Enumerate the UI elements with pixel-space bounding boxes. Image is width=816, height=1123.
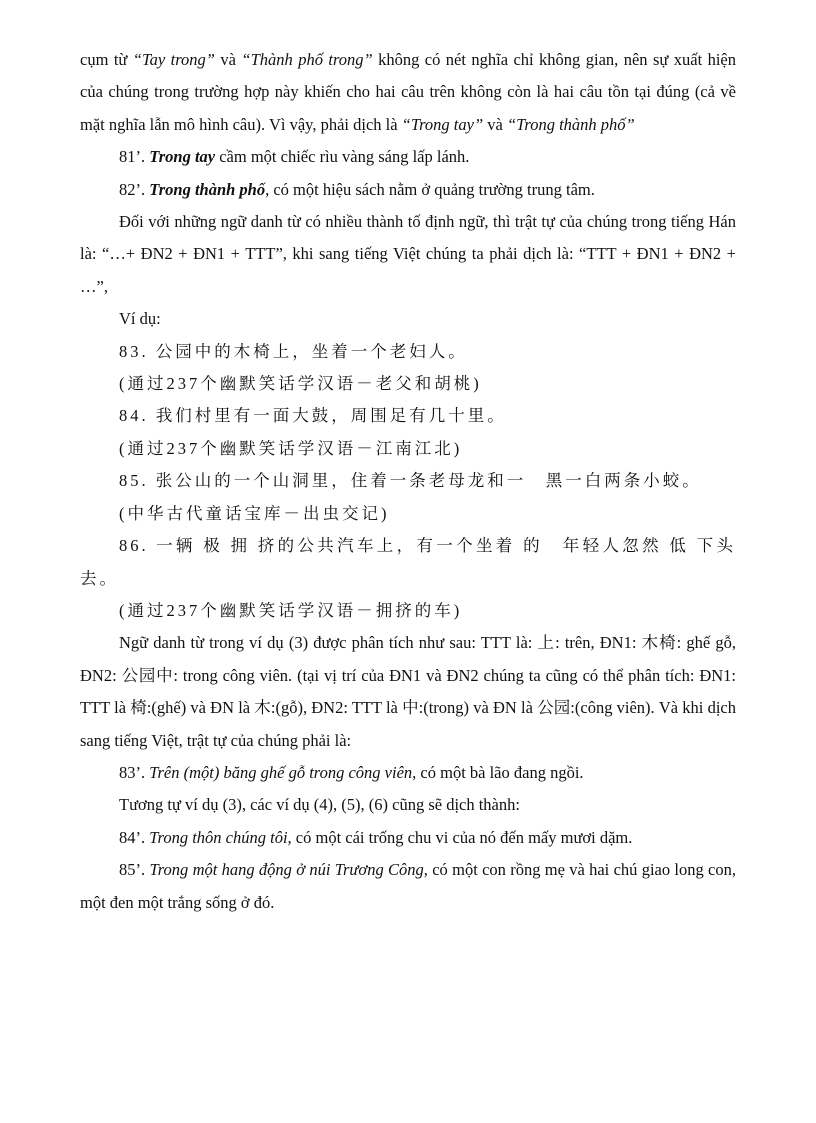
text-run: 81’. [119, 147, 150, 167]
bold-italic-text: Trong tay [149, 147, 216, 167]
paragraph [80, 498, 736, 530]
paragraph [80, 433, 736, 465]
text-run: (通过237个幽默笑话学汉语－江南江北) [119, 438, 463, 458]
paragraph [80, 465, 736, 497]
text-run: 85’. [119, 860, 150, 880]
paragraph [80, 854, 736, 919]
italic-text: “Trong tay” [401, 114, 484, 134]
italic-text: Trong thôn chúng tôi, [149, 827, 292, 847]
paragraph [80, 303, 736, 335]
text-run: 84. 我们村里有一面大鼓，周围足有几十里。 [119, 406, 507, 426]
text-run: có một cái trống chu vi của nó đến mấy mươi dặm. [291, 827, 633, 847]
text-run: 85. 张公山的一个山洞里，住着一条老母龙和一 黑一白两条小蛟。 [119, 471, 702, 491]
text-run: Ví dụ: [119, 309, 161, 329]
paragraph [80, 757, 736, 789]
paragraph [80, 530, 736, 595]
paragraph [80, 141, 736, 173]
paragraph [80, 336, 736, 368]
text-run: cụm từ [80, 50, 133, 69]
text-run: 83. 公园中的木椅上，坐着一个老妇人。 [119, 341, 468, 361]
paragraph [80, 174, 736, 206]
italic-text: Trong một hang động ở núi Trương Công [149, 860, 424, 880]
text-run: 86. 一辆 极 拥 挤的公共汽车上，有一个坐着 的 年轻人忽然 低 下头去。 [80, 536, 736, 588]
text-run: và [214, 50, 242, 69]
text-run: không có nét nghĩa chỉ không gian, nên sự xuất hiện của chúng trong trường hợp này khiến cho hai câu trên không còn là hai câu tồn tại đúng (cả về mặt nghĩa lẫn mô hình câu). Vì vậy, phải dịch là [80, 50, 736, 134]
paragraph [80, 789, 736, 821]
text-run: (中华古代童话宝库－出虫交记) [119, 503, 390, 523]
italic-text: Trên (một) băng ghế gỗ trong công viên [149, 762, 413, 782]
italic-text: “Tay trong” [132, 50, 215, 69]
text-run: và [483, 114, 507, 134]
text-run: Ngữ danh từ trong ví dụ (3) được phân tích như sau: TTT là: 上: trên, ĐN1: 木椅: ghế gỗ, ĐN2: 公园中: trong công viên. (tại vị trí của ĐN1 và ĐN2 chúng ta cũng có thể phân tích: ĐN1: TTT là 椅:(ghế) và ĐN là 木:(gỗ), ĐN2: TTT là 中:(trong) và ĐN là 公园:(công viên). Và khi dịch sang tiếng Việt, trật tự của chúng phải là: [80, 633, 736, 750]
text-run: 83’. [119, 762, 150, 782]
text-run: (通过237个幽默笑话学汉语－老父和胡桃) [119, 374, 482, 394]
document-page [80, 44, 736, 919]
italic-text: “Trong thành phố” [506, 114, 635, 134]
italic-text: “Thành phố trong” [241, 50, 373, 69]
text-run: 82’. [119, 179, 150, 199]
text-run: 84’. [119, 827, 150, 847]
paragraph [80, 595, 736, 627]
paragraph [80, 822, 736, 854]
paragraph [80, 627, 736, 757]
paragraph [80, 206, 736, 303]
paragraph [80, 400, 736, 432]
text-run: , có một con rồng mẹ và hai chú giao long con, một đen một trắng sống ở đó. [80, 860, 736, 912]
text-run: Đối với những ngữ danh từ có nhiều thành tố định ngữ, thì trật tự của chúng trong tiếng Hán là: “…+ ĐN2 + ĐN1 + TTT”, khi sang tiếng Việt chúng ta phải dịch là: “TTT + ĐN1 + ĐN2 + …”, [80, 212, 736, 296]
text-run: Tương tự ví dụ (3), các ví dụ (4), (5), (6) cũng sẽ dịch thành: [119, 795, 520, 815]
text-run: , có một bà lão đang ngồi. [412, 762, 584, 782]
text-run: (通过237个幽默笑话学汉语－拥挤的车) [119, 600, 463, 620]
paragraph [80, 44, 736, 141]
text-run: , có một hiệu sách nằm ở quảng trường trung tâm. [265, 179, 595, 199]
bold-italic-text: Trong thành phố [149, 179, 266, 199]
paragraph [80, 368, 736, 400]
text-run: cầm một chiếc rìu vàng sáng lấp lánh. [215, 147, 470, 167]
